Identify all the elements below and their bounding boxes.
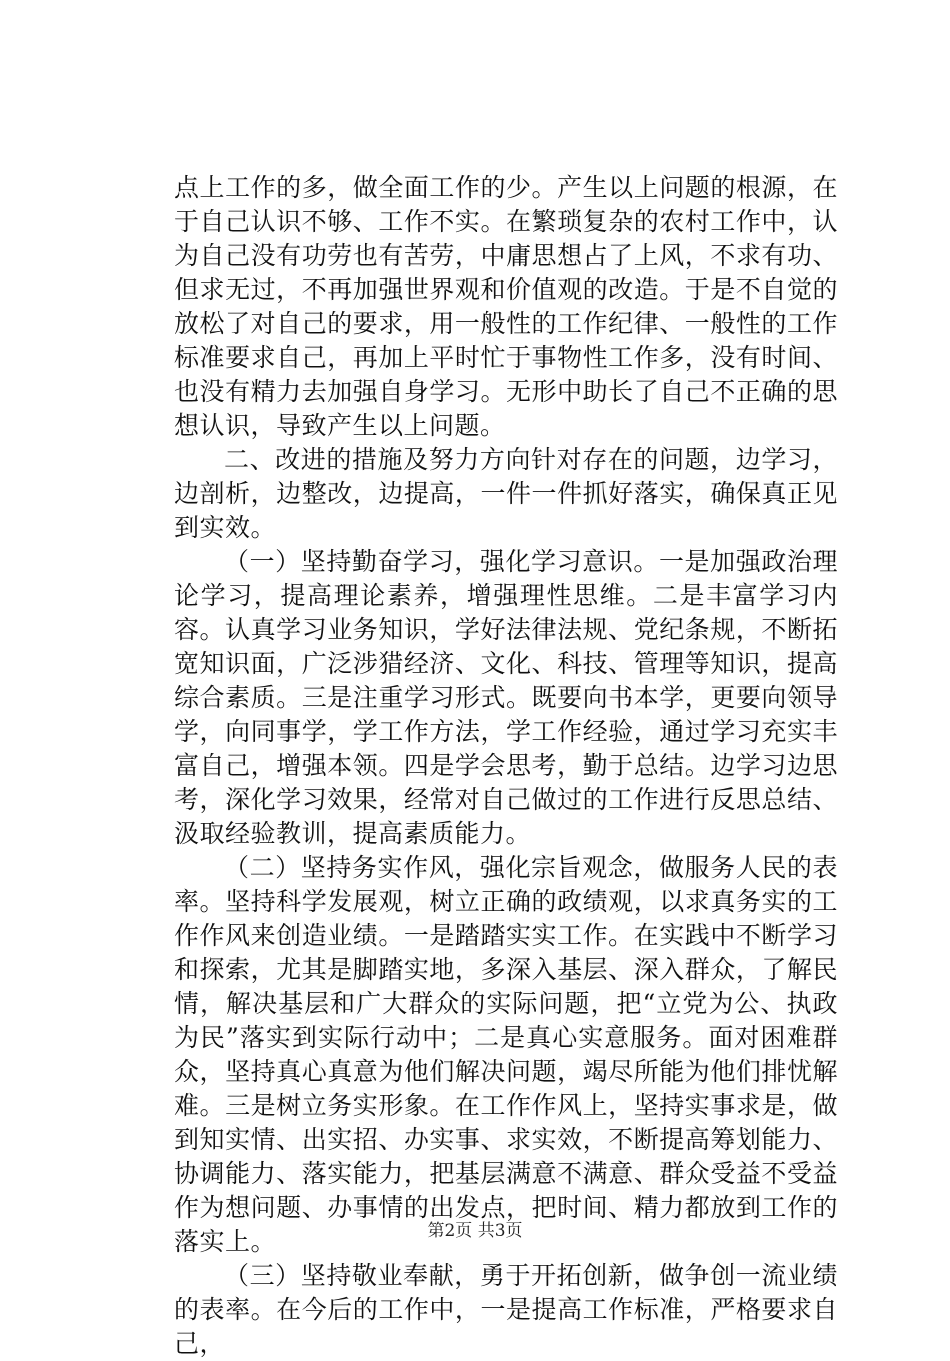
paragraph-continuation: 点上工作的多，做全面工作的少。产生以上问题的根源，在于自己认识不够、工作不实。在繁琐复杂的农村工作中，认为自己没有功劳也有苦劳，中庸思想占了上风，不求有功、但求无过，不再加强世界观和价值观的改造。于是不自觉的放松了对自己的要求，用一般性的工作纪律、一般性的工作标准要求自己，再加上平时忙于事物性工作多，没有时间、也没有精力去加强自身学习。无形中助长了自己不正确的思想认识，导致产生以上问题。	[174, 173, 838, 440]
paragraph-item-one: （一）坚持勤奋学习，强化学习意识。一是加强政治理论学习，提高理论素养，增强理性思维。二是丰富学习内容。认真学习业务知识，学好法律法规、党纪条规，不断拓宽知识面，广泛涉猎经济、文化、科技、管理等知识，提高综合素质。三是注重学习形式。既要向书本学，更要向领导学，向同事学，学工作方法，学工作经验，通过学习充实丰富自己，增强本领。四是学会思考，勤于总结。边学习边思考，深化学习效果，经常对自己做过的工作进行反思总结、汲取经验教训，提高素质能力。	[174, 547, 838, 848]
paragraph-item-two: （二）坚持务实作风，强化宗旨观念，做服务人民的表率。坚持科学发展观，树立正确的政绩观，以求真务实的工作作风来创造业绩。一是踏踏实实工作。在实践中不断学习和探索，尤其是脚踏实地，多深入基层、深入群众，了解民情，解决基层和广大群众的实际问题，把“立党为公、执政为民”落实到实际行动中；二是真心实意服务。面对困难群众，坚持真心真意为他们解决问题，竭尽所能为他们排忧解难。三是树立务实形象。在工作作风上，坚持实事求是，做到知实情、出实招、办实事、求实效，不断提高筹划能力、协调能力、落实能力，把基层满意不满意、群众受益不受益作为想问题、办事情的出发点，把时间、精力都放到工作的落实上。	[174, 853, 838, 1256]
document-body	[174, 171, 838, 1361]
page-footer: 第2页 共3页	[427, 1221, 523, 1241]
paragraph-section-two: 二、改进的措施及努力方向针对存在的问题，边学习，边剖析，边整改，边提高，一件一件抓好落实，确保真正见到实效。	[174, 445, 838, 542]
paragraph-item-three: （三）坚持敬业奉献，勇于开拓创新，做争创一流业绩的表率。在今后的工作中，一是提高工作标准，严格要求自己，	[174, 1261, 838, 1358]
